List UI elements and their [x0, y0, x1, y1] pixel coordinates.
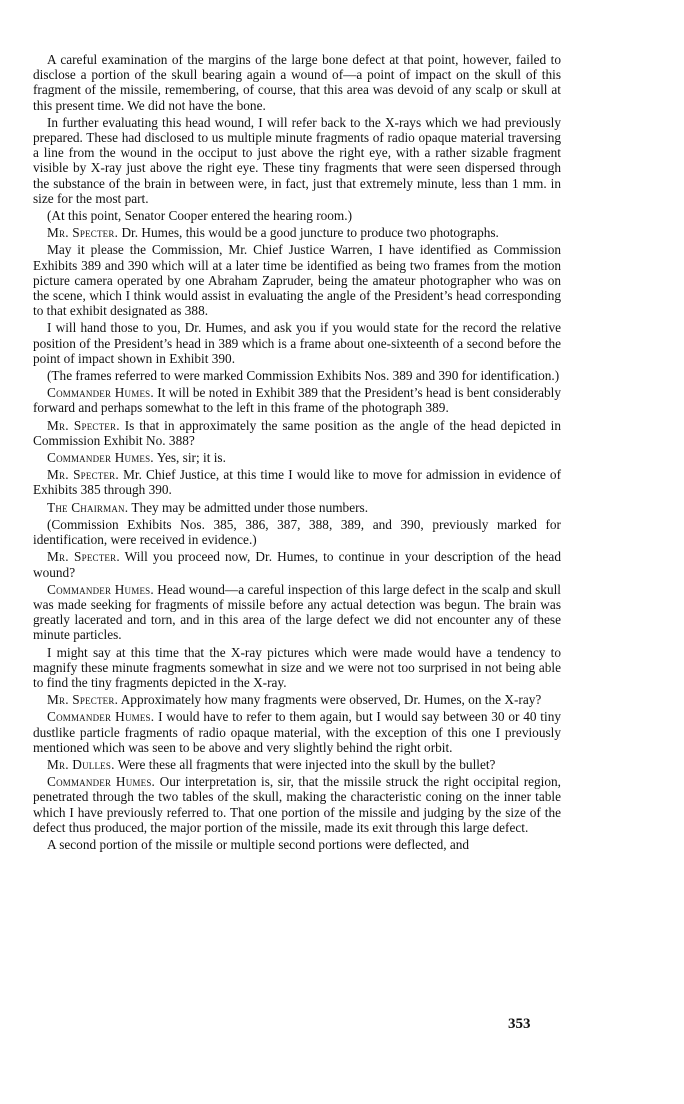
paragraph-2	[33, 208, 561, 223]
paragraph-17	[33, 709, 561, 755]
paragraph-6	[33, 368, 561, 383]
paragraph-text: A second portion of the missile or multiple second portions were deflected, and	[47, 836, 470, 852]
speaker: Mr. Specter.	[47, 549, 120, 565]
speaker: Mr. Specter.	[47, 467, 119, 483]
speaker: Mr. Specter.	[47, 692, 119, 708]
paragraph-text: (Commission Exhibits Nos. 385, 386, 387, 388, 389, and 390, previously marked for identification, were received in evidence.)	[33, 516, 561, 548]
paragraph-12	[33, 517, 561, 547]
paragraph-18	[33, 757, 561, 772]
paragraph-8	[33, 418, 561, 448]
paragraph-text: May it please the Commission, Mr. Chief Justice Warren, I have identified as Commission Exhibits 389 and 390 which will at a later time be identified as being two frames from the motion picture camera operated by one Abraham Zapruder, being the amateur photographer who was on the scene, which I think would assist in evaluating the angle of the President’s head corresponding to that exhibit designated as 388.	[33, 242, 561, 319]
speaker: Commander Humes.	[47, 450, 154, 466]
paragraph-text: Dr. Humes, this would be a good juncture to produce two photographs.	[121, 225, 499, 241]
paragraph-text: Head wound—a careful inspection of this large defect in the scalp and skull was made seeking for fragments of missile before any actual detection was begun. The brain was greatly lacerated and torn, and in this area of the large defect we did not encounter any of these minute particles.	[33, 581, 561, 643]
document-body	[33, 52, 561, 854]
paragraph-13	[33, 549, 561, 579]
paragraph-text: Mr. Chief Justice, at this time I would like to move for admission in evidence of Exhibits 385 through 390.	[33, 467, 562, 498]
paragraph-text: (At this point, Senator Cooper entered the hearing room.)	[47, 208, 353, 224]
paragraph-text: (The frames referred to were marked Commission Exhibits Nos. 389 and 390 for identification.)	[47, 368, 560, 384]
paragraph-text: Our interpretation is, sir, that the missile struck the right occipital region, penetrated through the two tables of the skull, making the characteristic coning on the inner table which I have previously referred to. That one portion of the missile and judging by the size of the defect thus produced, the major portion of the missile, made its exit through this large defect.	[33, 774, 561, 835]
paragraph-16	[33, 692, 561, 707]
speaker: Commander Humes.	[47, 581, 154, 597]
speaker: Commander Humes.	[47, 385, 154, 401]
paragraph-text: They may be admitted under those numbers.	[131, 499, 369, 515]
paragraph-3	[33, 225, 561, 240]
paragraph-text: A careful examination of the margins of the large bone defect at that point, however, failed to disclose a portion of the skull bearing again a wound of—a point of impact on the skull of this fragment of the missile, remembering, of course, that this area was devoid of any scalp or skull at this present time. We did not have the bone.	[33, 52, 561, 113]
speaker: The Chairman.	[47, 499, 129, 515]
paragraph-9	[33, 450, 561, 465]
paragraph-1	[33, 115, 561, 206]
page-number: 353	[508, 1016, 531, 1032]
paragraph-text: Will you proceed now, Dr. Humes, to continue in your description of the head wound?	[33, 549, 561, 580]
paragraph-text: I would have to refer to them again, but I would say between 30 or 40 tiny dustlike particle fragments of radio opaque material, with the exception of this one I previously mentioned which was seen to be above and very slightly behind the right orbit.	[33, 709, 561, 755]
paragraph-14	[33, 582, 561, 643]
speaker: Commander Humes.	[47, 709, 155, 725]
paragraph-4	[33, 242, 561, 318]
speaker: Mr. Specter.	[47, 225, 119, 241]
speaker: Mr. Dulles.	[47, 756, 115, 772]
paragraph-11	[33, 500, 561, 515]
paragraph-20	[33, 837, 561, 852]
paragraph-text: I might say at this time that the X-ray pictures which were made would have a tendency to magnify these minute fragments somewhat in size and we were not too surprised in not being able to find the tiny fragments depicted in the X-ray.	[33, 644, 561, 690]
paragraph-10	[33, 467, 561, 497]
paragraph-7	[33, 385, 561, 415]
paragraph-text: It will be noted in Exhibit 389 that the President’s head is bent considerably forward and perhaps somewhat to the left in this frame of the photograph 389.	[33, 385, 561, 416]
paragraph-19	[33, 774, 561, 835]
paragraph-text: Is that in approximately the same position as the angle of the head depicted in Commission Exhibit No. 388?	[33, 417, 561, 448]
paragraph-text: I will hand those to you, Dr. Humes, and ask you if you would state for the record the relative position of the President’s head in 389 which is a frame about one-sixteenth of a second before the point of impact shown in Exhibit 390.	[33, 320, 561, 366]
speaker: Mr. Specter.	[47, 417, 120, 433]
paragraph-0	[33, 52, 561, 113]
speaker: Commander Humes.	[47, 774, 156, 790]
paragraph-text: Were these all fragments that were injected into the skull by the bullet?	[117, 756, 496, 772]
paragraph-text: Yes, sir; it is.	[156, 450, 226, 466]
paragraph-text: Approximately how many fragments were observed, Dr. Humes, on the X-ray?	[120, 692, 542, 708]
paragraph-text: In further evaluating this head wound, I will refer back to the X-rays which we had previously prepared. These had disclosed to us multiple minute fragments of radio opaque material traversing a line from the wound in the occiput to just above the right eye, with a rather sizable fragment visible by X-ray just above the right eye. These tiny fragments that were seen dispersed through the substance of the brain in between were, in fact, just that extremely minute, less than 1 mm. in size for the most part.	[33, 114, 561, 206]
paragraph-5	[33, 320, 561, 366]
paragraph-15	[33, 645, 561, 691]
